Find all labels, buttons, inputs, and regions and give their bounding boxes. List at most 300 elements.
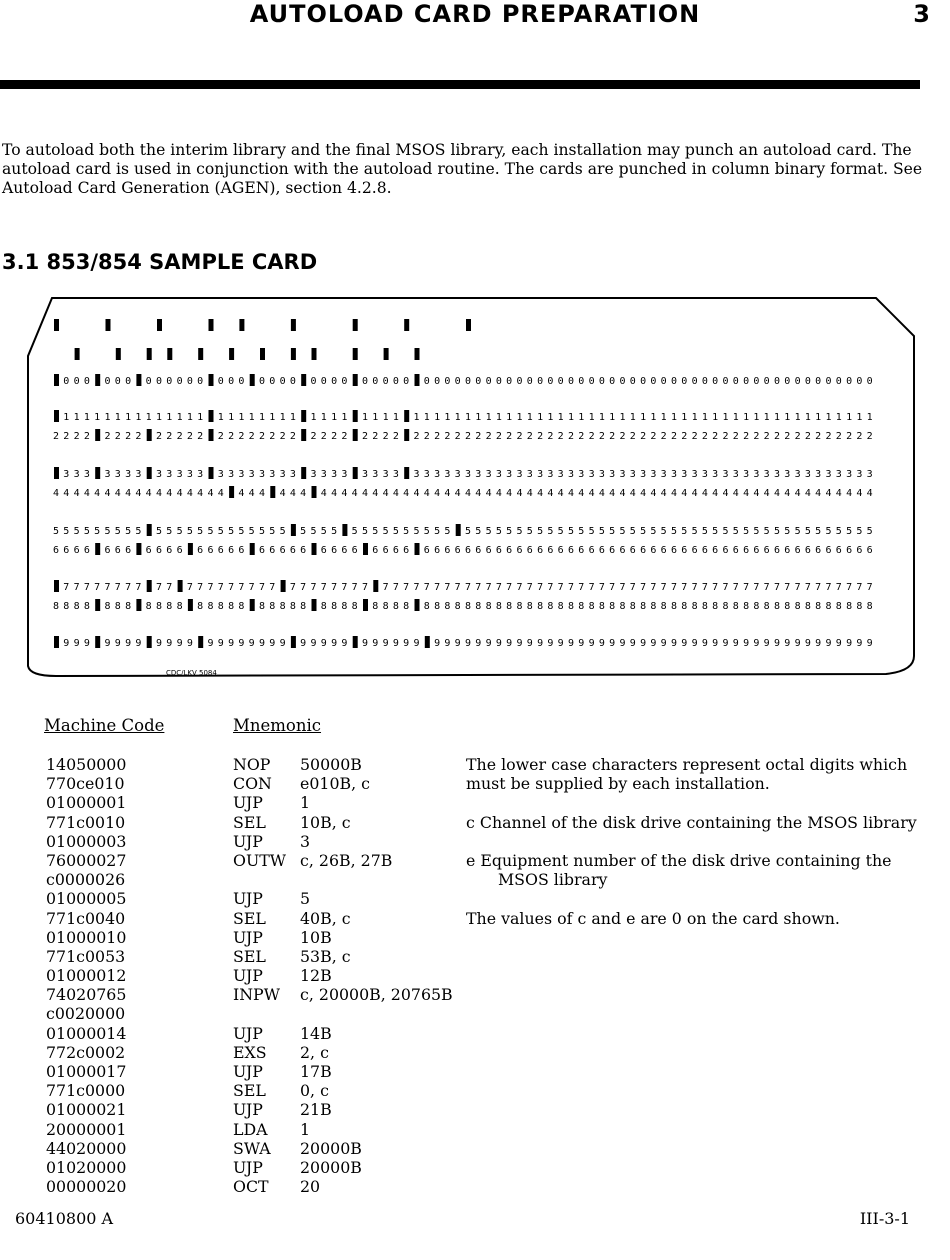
card-digit: 7 [537, 582, 544, 593]
card-digit: 1 [619, 412, 626, 423]
card-digit: 8 [454, 601, 461, 612]
punched-hole [229, 348, 234, 360]
card-digit: 2 [269, 431, 276, 442]
card-digit: 0 [640, 376, 647, 387]
card-digit: 0 [145, 376, 152, 387]
card-digit: 0 [701, 376, 708, 387]
card-digit: 8 [63, 601, 70, 612]
card-digit: 2 [341, 431, 348, 442]
operand-cell: 50000B [300, 755, 362, 774]
opcode-cell: UJP [233, 927, 263, 947]
card-digit: 9 [331, 638, 338, 649]
card-digit: 1 [485, 412, 492, 423]
punched-hole [425, 636, 430, 648]
card-digit: 7 [104, 582, 111, 593]
operand-cell: 3 [300, 831, 311, 851]
card-digit: 2 [279, 431, 286, 442]
card-digit: 9 [701, 638, 708, 649]
punched-hole [229, 486, 234, 498]
card-digit: 6 [63, 545, 70, 556]
card-digit: 7 [403, 582, 410, 593]
card-digit: 2 [701, 431, 708, 442]
card-digit: 8 [516, 601, 523, 612]
card-digit: 4 [372, 488, 379, 499]
card-digit: 6 [794, 545, 801, 556]
card-digit: 3 [650, 469, 657, 480]
card-digit: 1 [279, 412, 286, 423]
opcode-cell: EXS [233, 1042, 267, 1062]
card-digit: 0 [269, 376, 276, 387]
note-values: The values of c and e are 0 on the card shown. [466, 908, 840, 928]
card-digit: 2 [413, 431, 420, 442]
card-digit: 5 [413, 526, 420, 537]
card-digit: 6 [712, 545, 719, 556]
note-channel: c Channel of the disk drive containing the MSOS library [466, 812, 917, 832]
punched-hole [106, 319, 111, 331]
card-digit: 6 [763, 545, 770, 556]
card-digit: 4 [300, 488, 307, 499]
card-digit: 9 [382, 638, 389, 649]
card-digit: 0 [258, 376, 266, 387]
card-digit: 9 [166, 638, 173, 649]
operand-cell: 14B [300, 1023, 332, 1043]
card-digit: 4 [732, 488, 739, 499]
card-digit: 2 [629, 431, 636, 442]
card-digit: 9 [475, 638, 482, 649]
card-digit: 3 [310, 469, 317, 480]
card-digit: 3 [722, 469, 729, 480]
card-digit: 8 [464, 601, 472, 612]
card-digit: 3 [763, 469, 770, 480]
opcode-cell: UJP [233, 889, 263, 909]
card-digit: 8 [382, 601, 389, 612]
punched-hole [147, 580, 152, 592]
card-digit: 5 [300, 526, 307, 537]
card-digit: 0 [495, 376, 502, 387]
card-digit: 0 [289, 376, 296, 387]
card-digit: 2 [547, 431, 554, 442]
card-digit: 9 [300, 638, 307, 649]
card-digit: 7 [444, 582, 451, 593]
card-digit: 4 [629, 488, 636, 499]
card-digit: 7 [258, 582, 266, 593]
punched-hole [415, 374, 420, 386]
card-digit: 7 [351, 582, 358, 593]
punched-hole [136, 543, 141, 555]
card-digit: 7 [856, 582, 863, 593]
punched-hole [209, 410, 214, 422]
card-digit: 2 [598, 431, 605, 442]
card-digit: 4 [464, 488, 472, 499]
card-digit: 3 [609, 469, 616, 480]
card-digit: 1 [176, 412, 183, 423]
card-digit: 8 [578, 601, 585, 612]
card-digit: 3 [835, 469, 842, 480]
card-digit: 3 [155, 469, 163, 480]
card-digit: 3 [794, 469, 801, 480]
card-digit: 9 [516, 638, 523, 649]
card-digit: 1 [382, 412, 389, 423]
opcode-cell: UJP [233, 793, 263, 813]
card-digit: 4 [650, 488, 657, 499]
card-digit: 0 [743, 376, 750, 387]
card-digit: 5 [444, 526, 451, 537]
card-digit: 8 [444, 601, 451, 612]
card-digit: 2 [516, 431, 523, 442]
card-digit: 3 [186, 469, 193, 480]
card-digit: 0 [63, 376, 70, 387]
card-digit: 9 [506, 638, 513, 649]
card-digit: 0 [403, 376, 410, 387]
card-digit: 5 [361, 526, 369, 537]
punched-hole [270, 486, 275, 498]
card-digit: 0 [217, 376, 224, 387]
card-digit: 6 [238, 545, 245, 556]
card-digit: 3 [485, 469, 492, 480]
card-digit: 9 [454, 638, 461, 649]
card-digit: 5 [640, 526, 647, 537]
card-digit: 0 [516, 376, 523, 387]
card-digit: 5 [681, 526, 688, 537]
card-digit: 6 [506, 545, 513, 556]
card-digit: 5 [846, 526, 853, 537]
card-digit: 7 [73, 582, 80, 593]
card-digit: 4 [743, 488, 750, 499]
card-digit: 9 [629, 638, 636, 649]
machine-code-cell: 76000027 [46, 850, 127, 870]
operand-cell: 21B [300, 1100, 332, 1120]
page-number: III-3-1 [859, 1209, 910, 1228]
card-digit: 5 [547, 526, 554, 537]
card-digit: 8 [331, 601, 338, 612]
card-digit: 6 [320, 545, 327, 556]
card-digit: 5 [588, 526, 595, 537]
card-digit: 9 [83, 638, 90, 649]
machine-code-cell: 771c0053 [46, 946, 126, 966]
card-digit: 8 [567, 601, 575, 612]
card-digit: 3 [289, 469, 296, 480]
card-digit: 0 [609, 376, 616, 387]
card-digit: 4 [475, 488, 482, 499]
card-digit: 2 [382, 431, 389, 442]
card-digit: 7 [804, 582, 811, 593]
card-digit: 6 [825, 545, 832, 556]
card-digit: 3 [773, 469, 781, 480]
punched-hole [54, 467, 59, 479]
card-digit: 2 [557, 431, 564, 442]
card-digit: 6 [846, 545, 853, 556]
card-digit: 0 [537, 376, 544, 387]
punched-hole [363, 543, 368, 555]
card-digit: 8 [495, 601, 502, 612]
card-digit: 7 [63, 582, 70, 593]
card-digit: 1 [444, 412, 451, 423]
punch-card [26, 296, 916, 679]
card-digit: 6 [619, 545, 626, 556]
card-digit: 1 [753, 412, 760, 423]
punched-hole [54, 410, 59, 422]
card-digit: 0 [434, 376, 441, 387]
opcode-cell: UJP [233, 831, 263, 851]
card-digit: 6 [83, 545, 90, 556]
punched-hole [312, 348, 317, 360]
card-digit: 9 [63, 638, 70, 649]
card-digit: 4 [217, 488, 224, 499]
card-digit: 5 [258, 526, 266, 537]
card-digit: 2 [331, 431, 338, 442]
punched-hole [250, 374, 255, 386]
card-digit: 9 [464, 638, 472, 649]
card-digit: 5 [650, 526, 657, 537]
card-digit: 0 [83, 376, 90, 387]
card-digit: 3 [567, 469, 575, 480]
punched-hole [95, 636, 100, 648]
card-digit: 5 [434, 526, 441, 537]
card-digit: 4 [670, 488, 678, 499]
card-digit: 4 [331, 488, 338, 499]
card-digit: 6 [640, 545, 647, 556]
card-digit: 0 [331, 376, 338, 387]
card-digit: 8 [320, 601, 327, 612]
card-digit: 6 [207, 545, 214, 556]
machine-code-cell: 01000010 [46, 927, 127, 947]
card-digit: 5 [52, 526, 60, 537]
card-digit: 8 [743, 601, 750, 612]
punched-hole [404, 410, 409, 422]
card-digit: 8 [650, 601, 657, 612]
card-digit: 4 [434, 488, 441, 499]
card-digit: 0 [691, 376, 698, 387]
card-digit: 1 [217, 412, 224, 423]
card-digit: 7 [125, 582, 132, 593]
card-digit: 5 [310, 526, 317, 537]
card-digit: 4 [506, 488, 513, 499]
card-digit: 4 [382, 488, 389, 499]
punched-hole [95, 374, 100, 386]
card-digit: 3 [578, 469, 585, 480]
card-digit: 1 [506, 412, 513, 423]
card-digit: 2 [444, 431, 451, 442]
card-digit: 1 [454, 412, 461, 423]
operand-cell: 0, c [300, 1081, 329, 1101]
punched-hole [291, 319, 296, 331]
punched-hole [404, 467, 409, 479]
card-digit: 1 [475, 412, 482, 423]
card-digit: 3 [660, 469, 667, 480]
card-digit: 5 [691, 526, 698, 537]
card-digit: 5 [217, 526, 224, 537]
card-digit: 7 [135, 582, 142, 593]
card-digit: 9 [670, 638, 678, 649]
card-digit: 5 [753, 526, 760, 537]
card-digit: 8 [269, 601, 276, 612]
card-digit: 3 [825, 469, 832, 480]
card-digit: 3 [269, 469, 276, 480]
punched-hole [147, 467, 152, 479]
card-digit: 1 [94, 412, 101, 423]
card-digit: 5 [269, 526, 276, 537]
card-digit: 0 [372, 376, 379, 387]
card-digit: 8 [52, 601, 60, 612]
card-digit: 3 [712, 469, 719, 480]
machine-code-cell: c0000026 [46, 870, 126, 890]
notes [466, 755, 926, 947]
card-digit: 5 [392, 526, 399, 537]
punched-hole [250, 599, 255, 611]
card-digit: 7 [361, 582, 369, 593]
card-digit: 9 [619, 638, 626, 649]
card-digit: 1 [155, 412, 163, 423]
card-digit: 1 [516, 412, 523, 423]
machine-code-cell: 771c0010 [46, 812, 126, 832]
note-equipment: e Equipment number of the disk drive containing the MSOS library [466, 850, 892, 890]
card-digit: 6 [166, 545, 173, 556]
card-digit: 5 [701, 526, 708, 537]
card-digit: 0 [846, 376, 853, 387]
card-digit: 1 [743, 412, 750, 423]
card-digit: 0 [475, 376, 482, 387]
card-digit: 1 [361, 412, 369, 423]
card-digit: 8 [258, 601, 266, 612]
opcode-cell: UJP [233, 1100, 263, 1120]
card-digit: 2 [681, 431, 688, 442]
card-digit: 9 [609, 638, 616, 649]
card-digit: 3 [238, 469, 245, 480]
card-digit: 3 [856, 469, 863, 480]
card-digit: 8 [846, 601, 853, 612]
card-digit: 6 [197, 545, 204, 556]
card-digit: 1 [258, 412, 266, 423]
card-digit: 6 [784, 545, 791, 556]
card-digit: 1 [588, 412, 595, 423]
card-digit: 6 [835, 545, 842, 556]
card-digit: 1 [866, 412, 873, 423]
card-digit: 7 [331, 582, 338, 593]
operand-cell [300, 1004, 453, 1023]
card-digit: 0 [784, 376, 791, 387]
card-digit: 8 [547, 601, 554, 612]
card-digit: 1 [238, 412, 245, 423]
machine-code-cell: 74020765 [46, 985, 127, 1005]
card-digit: 0 [732, 376, 739, 387]
card-digit: 3 [784, 469, 791, 480]
card-digit: 1 [825, 412, 832, 423]
card-digit: 2 [640, 431, 647, 442]
card-digit: 8 [155, 601, 163, 612]
card-digit: 3 [176, 469, 183, 480]
card-digit: 1 [701, 412, 708, 423]
operand-cell: c, 26B, 27B [300, 850, 393, 870]
card-digit: 9 [135, 638, 142, 649]
punched-hole [116, 348, 121, 360]
machine-code-column [46, 755, 126, 1196]
card-digit: 3 [815, 469, 822, 480]
card-digit: 4 [495, 488, 502, 499]
card-digit: 9 [341, 638, 348, 649]
card-digit: 2 [753, 431, 760, 442]
card-digit: 7 [155, 582, 163, 593]
opcode-cell: SEL [233, 1081, 266, 1101]
card-digit: 4 [866, 488, 873, 499]
card-digit: 9 [681, 638, 688, 649]
card-digit: 9 [846, 638, 853, 649]
card-digit: 7 [454, 582, 461, 593]
punched-hole [312, 599, 317, 611]
card-digit: 9 [320, 638, 327, 649]
card-digit: 9 [578, 638, 585, 649]
card-digit: 1 [269, 412, 276, 423]
card-digit: 4 [207, 488, 214, 499]
card-digit: 4 [701, 488, 708, 499]
card-digit: 2 [289, 431, 296, 442]
card-digit: 6 [557, 545, 564, 556]
card-digit: 3 [454, 469, 461, 480]
card-digit: 5 [856, 526, 863, 537]
card-digit: 9 [392, 638, 399, 649]
punched-hole [147, 429, 152, 441]
punched-hole [301, 429, 306, 441]
card-digit: 6 [815, 545, 822, 556]
opcode-cell [233, 1004, 286, 1023]
card-digit: 8 [392, 601, 399, 612]
card-digit: 2 [732, 431, 739, 442]
card-digit: 3 [217, 469, 224, 480]
card-digit: 1 [135, 412, 142, 423]
card-digit: 7 [773, 582, 781, 593]
card-digit: 8 [773, 601, 781, 612]
card-digit: 1 [670, 412, 678, 423]
punched-hole [291, 636, 296, 648]
card-digit: 6 [804, 545, 811, 556]
card-digit: 7 [784, 582, 791, 593]
card-digit: 2 [526, 431, 533, 442]
card-digit: 1 [228, 412, 235, 423]
card-digit: 6 [351, 545, 358, 556]
card-digit: 6 [341, 545, 348, 556]
card-digit: 3 [598, 469, 605, 480]
card-digit: 4 [598, 488, 605, 499]
card-digit: 4 [413, 488, 420, 499]
card-digit: 2 [815, 431, 822, 442]
card-digit: 5 [403, 526, 410, 537]
card-digit: 7 [846, 582, 853, 593]
card-digit: 4 [557, 488, 564, 499]
card-digit: 9 [784, 638, 791, 649]
punched-hole [301, 410, 306, 422]
card-digit: 9 [361, 638, 369, 649]
card-digit: 6 [403, 545, 410, 556]
card-digit: 2 [114, 431, 121, 442]
card-digit: 9 [722, 638, 729, 649]
card-digit: 5 [670, 526, 678, 537]
card-digit: 8 [506, 601, 513, 612]
card-digit: 6 [670, 545, 678, 556]
card-digit: 8 [609, 601, 616, 612]
punched-hole [250, 543, 255, 555]
card-digit: 7 [629, 582, 636, 593]
card-digit: 3 [413, 469, 420, 480]
card-digit: 2 [258, 431, 266, 442]
card-digit: 3 [166, 469, 173, 480]
card-digit: 9 [650, 638, 657, 649]
card-digit: 4 [815, 488, 822, 499]
card-digit: 9 [660, 638, 667, 649]
opcode-cell: NOP [233, 755, 271, 774]
card-digit: 3 [361, 469, 369, 480]
card-digit: 5 [197, 526, 204, 537]
card-digit: 2 [650, 431, 657, 442]
card-digit: 9 [743, 638, 750, 649]
